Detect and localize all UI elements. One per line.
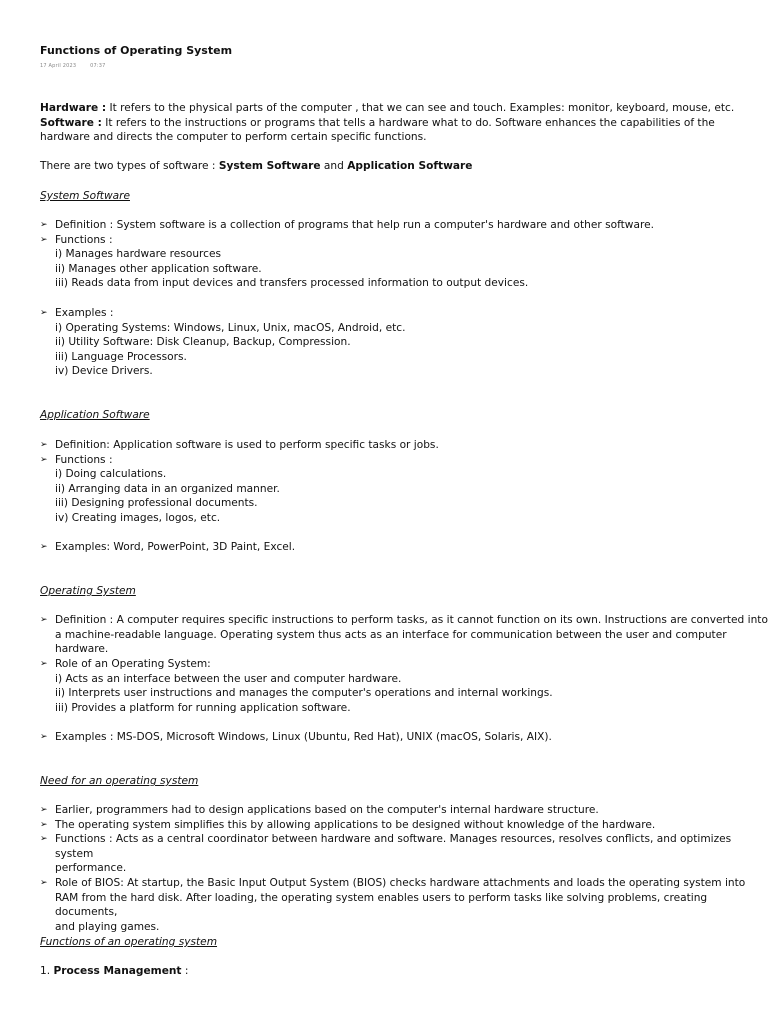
hardware-text: It refers to the physical parts of the computer , that we can see and touch. Examples: monitor, keyboard, mouse, etc.: [106, 102, 735, 114]
system-software-examples: [40, 306, 768, 379]
list-item: [40, 453, 768, 468]
process-management-line: [40, 964, 768, 979]
sub-item: ii) Utility Software: Disk Cleanup, Backup, Compression.: [55, 336, 351, 349]
need-heading: Need for an operating system: [40, 775, 199, 787]
note-meta: [40, 59, 118, 74]
list-item: [40, 832, 768, 861]
sub-item: i) Manages hardware resources: [55, 248, 222, 261]
software-text: It refers to the instructions or programs that tells a hardware what to do. Software enhances the capabilities of the: [101, 116, 715, 129]
sub-item: ii) Arranging data in an organized manner.: [55, 482, 280, 495]
software-label: Software :: [40, 116, 102, 129]
arrow-bullet-icon: ➢: [40, 834, 48, 845]
functions-label: Functions :: [55, 233, 113, 246]
list-item: [40, 613, 768, 628]
sub-item: ii) Interprets user instructions and manages the computer's operations and internal workings.: [55, 687, 553, 700]
operating-system-examples: [40, 730, 768, 745]
application-software-definition: Definition: Application software is used to perform specific tasks or jobs.: [55, 439, 439, 451]
sub-item: iii) Designing professional documents.: [55, 497, 258, 510]
list-item: [40, 730, 768, 745]
arrow-bullet-icon: ➢: [40, 308, 48, 318]
list-item: [40, 657, 768, 672]
os-examples: Examples : MS-DOS, Microsoft Windows, Linux (Ubuntu, Red Hat), UNIX (macOS, Solaris, AIX).: [55, 731, 552, 743]
arrow-bullet-icon: ➢: [40, 659, 48, 669]
system-software-section: [40, 218, 768, 291]
sub-item: ii) Manages other application software.: [55, 262, 262, 275]
sub-item: i) Doing calculations.: [55, 468, 167, 481]
list-item: [40, 803, 768, 818]
os-definition-line: a machine-readable language. Operating system thus acts as an interface for communication between the user and computer hardware.: [55, 628, 727, 656]
arrow-bullet-icon: ➢: [40, 805, 48, 815]
role-label: Role of an Operating System:: [55, 658, 211, 670]
need-line: Functions : Acts as a central coordinator between hardware and software. Manages resources, resolves conflicts, and optimizes system: [55, 833, 732, 860]
system-software-definition: Definition : System software is a collection of programs that help run a computer's hardware and other software.: [55, 219, 654, 231]
need-section: [40, 803, 768, 934]
types-prefix: There are two types of software :: [40, 160, 219, 172]
sub-item: iii) Provides a platform for running application software.: [55, 701, 351, 714]
types-system: System Software: [218, 160, 321, 172]
examples-label: Examples :: [55, 307, 114, 319]
definitions-block: [40, 101, 768, 145]
process-management-label: Process Management: [53, 965, 182, 977]
sub-item: iv) Device Drivers.: [55, 365, 153, 378]
list-item: [40, 540, 768, 555]
list-item: [40, 438, 768, 453]
sub-item: iv) Creating images, logos, etc.: [55, 511, 221, 524]
arrow-bullet-icon: ➢: [40, 877, 48, 888]
system-software-heading: System Software: [40, 190, 130, 202]
page-title: Functions of Operating System: [40, 44, 233, 57]
need-line: The operating system simplifies this by allowing applications to be designed without knowledge of the hardware.: [55, 818, 656, 831]
need-line: RAM from the hard disk. After loading, the operating system enables users to perform tasks like solving problems, creating documents,: [55, 891, 708, 919]
list-item: [40, 306, 768, 321]
note-time: 07:37: [90, 63, 106, 69]
list-item: [40, 218, 768, 233]
application-software-heading: Application Software: [40, 409, 150, 421]
software-definition: [40, 116, 768, 131]
arrow-bullet-icon: ➢: [40, 732, 48, 742]
arrow-bullet-icon: ➢: [40, 819, 48, 830]
arrow-bullet-icon: ➢: [40, 440, 48, 450]
software-types-line: [40, 159, 768, 174]
item-colon: :: [181, 965, 189, 977]
operating-system-roles: [40, 657, 768, 715]
sub-item: iii) Language Processors.: [55, 350, 187, 363]
arrow-bullet-icon: ➢: [40, 220, 48, 230]
hardware-definition: [40, 101, 768, 116]
need-line: Role of BIOS: At startup, the Basic Input Output System (BIOS) checks hardware attachments and loads the operating system into: [55, 876, 746, 889]
sub-item: iii) Reads data from input devices and transfers processed information to output devices.: [55, 277, 529, 290]
list-item: [40, 876, 768, 891]
item-number: 1.: [40, 965, 54, 977]
types-application: Application Software: [347, 160, 473, 172]
functions-os-heading: Functions of an operating system: [40, 936, 218, 948]
need-line: and playing games.: [55, 920, 160, 933]
arrow-bullet-icon: ➢: [40, 234, 48, 245]
application-software-section: [40, 438, 768, 526]
software-text-continued: hardware and directs the computer to perform certain specific functions.: [40, 131, 427, 144]
arrow-bullet-icon: ➢: [40, 615, 48, 625]
list-item: [40, 818, 768, 833]
need-line: Earlier, programmers had to design applications based on the computer's internal hardware structure.: [55, 804, 599, 816]
arrow-bullet-icon: ➢: [40, 454, 48, 465]
need-line: performance.: [55, 862, 127, 875]
application-software-examples: [40, 540, 768, 555]
note-date: 17 April 2023: [40, 63, 77, 69]
application-examples: Examples: Word, PowerPoint, 3D Paint, Excel.: [55, 541, 296, 553]
list-item: [40, 233, 768, 248]
types-and: and: [320, 160, 348, 172]
operating-system-definition: [40, 613, 768, 657]
hardware-label: Hardware :: [40, 102, 107, 114]
arrow-bullet-icon: ➢: [40, 542, 48, 552]
sub-item: i) Acts as an interface between the user and computer hardware.: [55, 672, 402, 685]
sub-item: i) Operating Systems: Windows, Linux, Unix, macOS, Android, etc.: [55, 321, 406, 334]
os-definition-line: Definition : A computer requires specific instructions to perform tasks, as it cannot function on its own. Instructions are converted into: [55, 614, 768, 626]
operating-system-heading: Operating System: [40, 585, 136, 597]
functions-label: Functions :: [55, 453, 113, 466]
